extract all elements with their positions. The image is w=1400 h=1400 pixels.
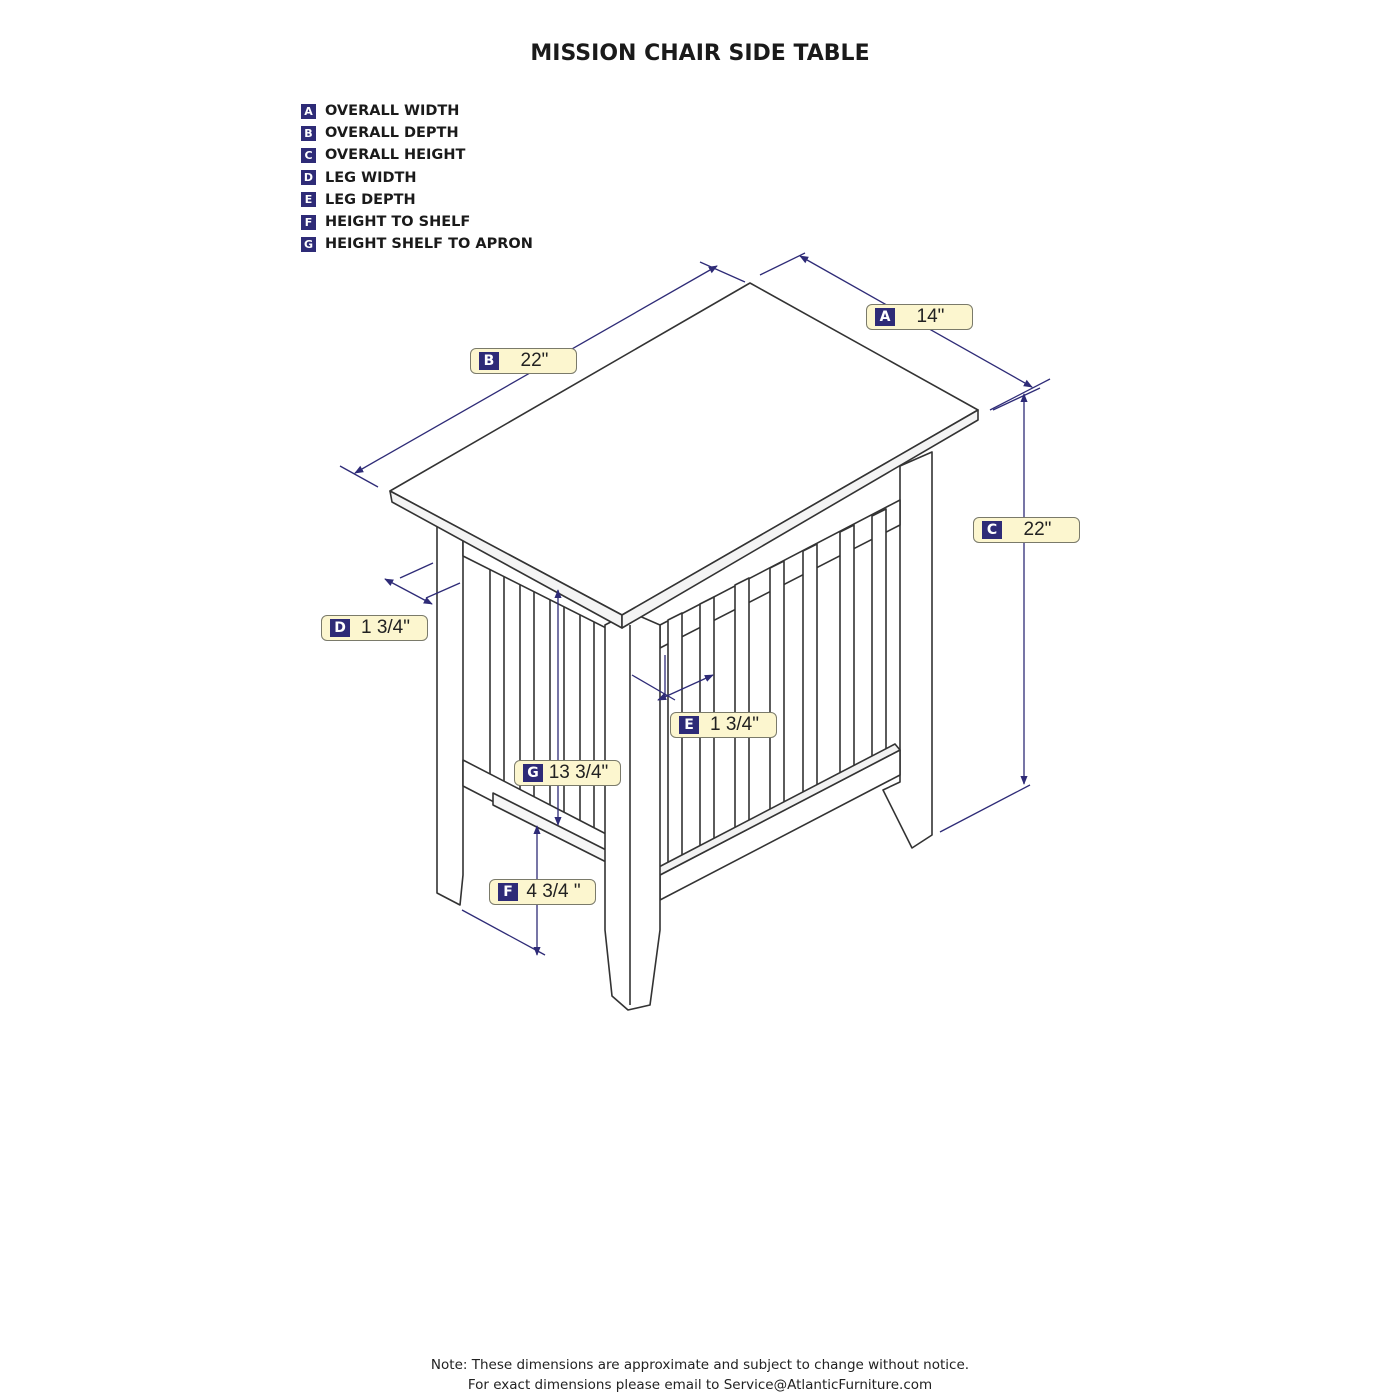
legend-badge-c: C: [301, 148, 316, 163]
dimension-callout-c: [973, 517, 1080, 543]
front-leg: [605, 612, 660, 1010]
dim-line-d: [385, 579, 432, 604]
disclaimer-note: [0, 1355, 1400, 1395]
dimension-callout-b: [470, 348, 577, 374]
callout-badge-e: E: [679, 716, 699, 734]
legend-label-c: OVERALL HEIGHT: [325, 147, 466, 164]
legend-label-e: LEG DEPTH: [325, 191, 416, 208]
note-line-1: Note: These dimensions are approximate and subject to change without notice.: [430, 1357, 970, 1373]
dimension-callout-e: [670, 712, 777, 738]
legend-badge-d: D: [301, 170, 316, 185]
callout-badge-g: G: [523, 764, 543, 782]
callout-value-d: 1 3/4": [360, 617, 410, 638]
callout-value-c: 22": [1023, 519, 1052, 540]
legend-badge-e: E: [301, 192, 316, 207]
callout-value-f: 4 3/4 ": [526, 881, 581, 902]
legend-label-g: HEIGHT SHELF TO APRON: [325, 236, 533, 253]
legend-label-b: OVERALL DEPTH: [325, 125, 459, 142]
callout-value-g: 13 3/4": [548, 762, 609, 783]
callout-value-e: 1 3/4": [709, 714, 759, 735]
table-top: [390, 283, 978, 615]
callout-badge-f: F: [498, 883, 518, 901]
legend-badge-a: A: [301, 104, 316, 119]
legend-badge-g: G: [301, 237, 316, 252]
back-left-leg: [437, 525, 463, 905]
callout-value-b: 22": [520, 350, 549, 371]
callout-badge-d: D: [330, 619, 350, 637]
legend-label-f: HEIGHT TO SHELF: [325, 214, 471, 231]
page-title: MISSION CHAIR SIDE TABLE: [530, 41, 870, 66]
dimension-callout-g: [514, 760, 621, 786]
callout-badge-c: C: [982, 521, 1002, 539]
dimension-callout-d: [321, 615, 428, 641]
callout-value-a: 14": [916, 306, 945, 327]
callout-badge-b: B: [479, 352, 499, 370]
legend-badge-b: B: [301, 126, 316, 141]
legend-badge-f: F: [301, 215, 316, 230]
dimension-callout-a: [866, 304, 973, 330]
legend-label-d: LEG WIDTH: [325, 169, 417, 186]
note-line-2: For exact dimensions please email to Service@AtlanticFurniture.com: [467, 1377, 933, 1393]
legend-label-a: OVERALL WIDTH: [325, 103, 460, 120]
table-outline: [390, 283, 978, 1010]
dimension-callout-f: [489, 879, 596, 905]
callout-badge-a: A: [875, 308, 895, 326]
